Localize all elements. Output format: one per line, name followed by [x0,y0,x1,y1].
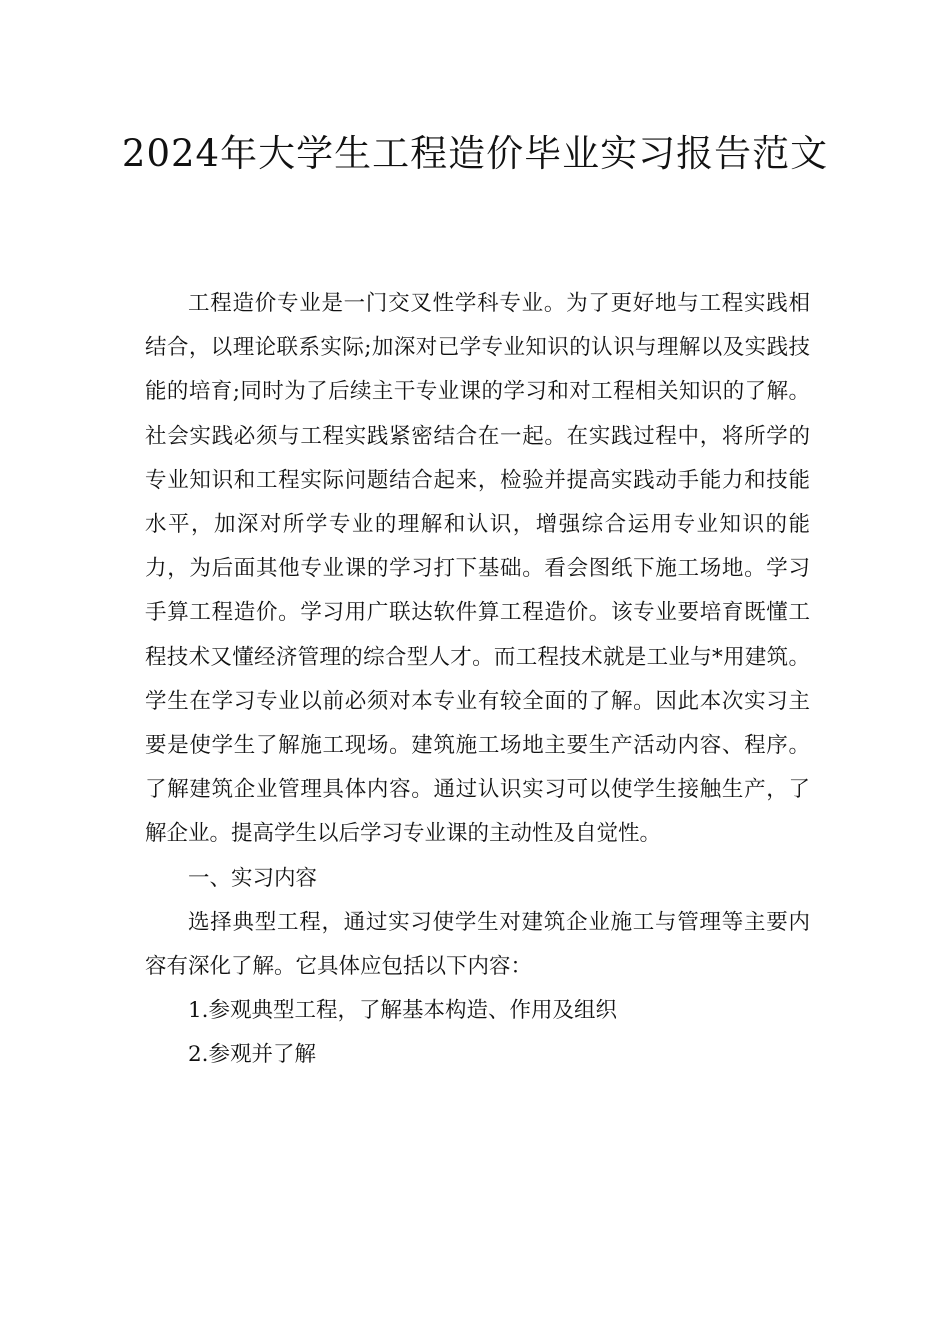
document-body [145,282,810,1078]
document-title: 2024年大学生工程造价毕业实习报告范文 [121,132,829,175]
section-heading-internship-content: 一、实习内容 [188,865,318,891]
list-item-1: 1.参观典型工程，了解基本构造、作用及组织 [188,998,618,1024]
list-item-2: 2.参观并了解 [188,1042,317,1068]
paragraph-intro: 工程造价专业是一门交叉性学科专业。为了更好地与工程实践相结合，以理论联系实际;加深对已学专业知识的认识与理解以及实践技能的培育;同时为了后续主干专业课的学习和对工程相关知识的了解。社会实践必须与工程实践紧密结合在一起。在实践过程中，将所学的专业知识和工程实际问题结合起来，检验并提高实践动手能力和技能水平，加深对所学专业的理解和认识，增强综合运用专业知识的能力，为后面其他专业课的学习打下基础。看会图纸下施工场地。学习手算工程造价。学习用广联达软件算工程造价。该专业要培育既懂工程技术又懂经济管理的综合型人才。而工程技术就是工业与*用建筑。学生在学习专业以前必须对本专业有较全面的了解。因此本次实习主要是使学生了解施工现场。建筑施工场地主要生产活动内容、程序。了解建筑企业管理具体内容。通过认识实习可以使学生接触生产，了解企业。提高学生以后学习专业课的主动性及自觉性。 [145,291,810,847]
paragraph-content-overview: 选择典型工程，通过实习使学生对建筑企业施工与管理等主要内容有深化了解。它具体应包括以下内容： [145,909,810,980]
